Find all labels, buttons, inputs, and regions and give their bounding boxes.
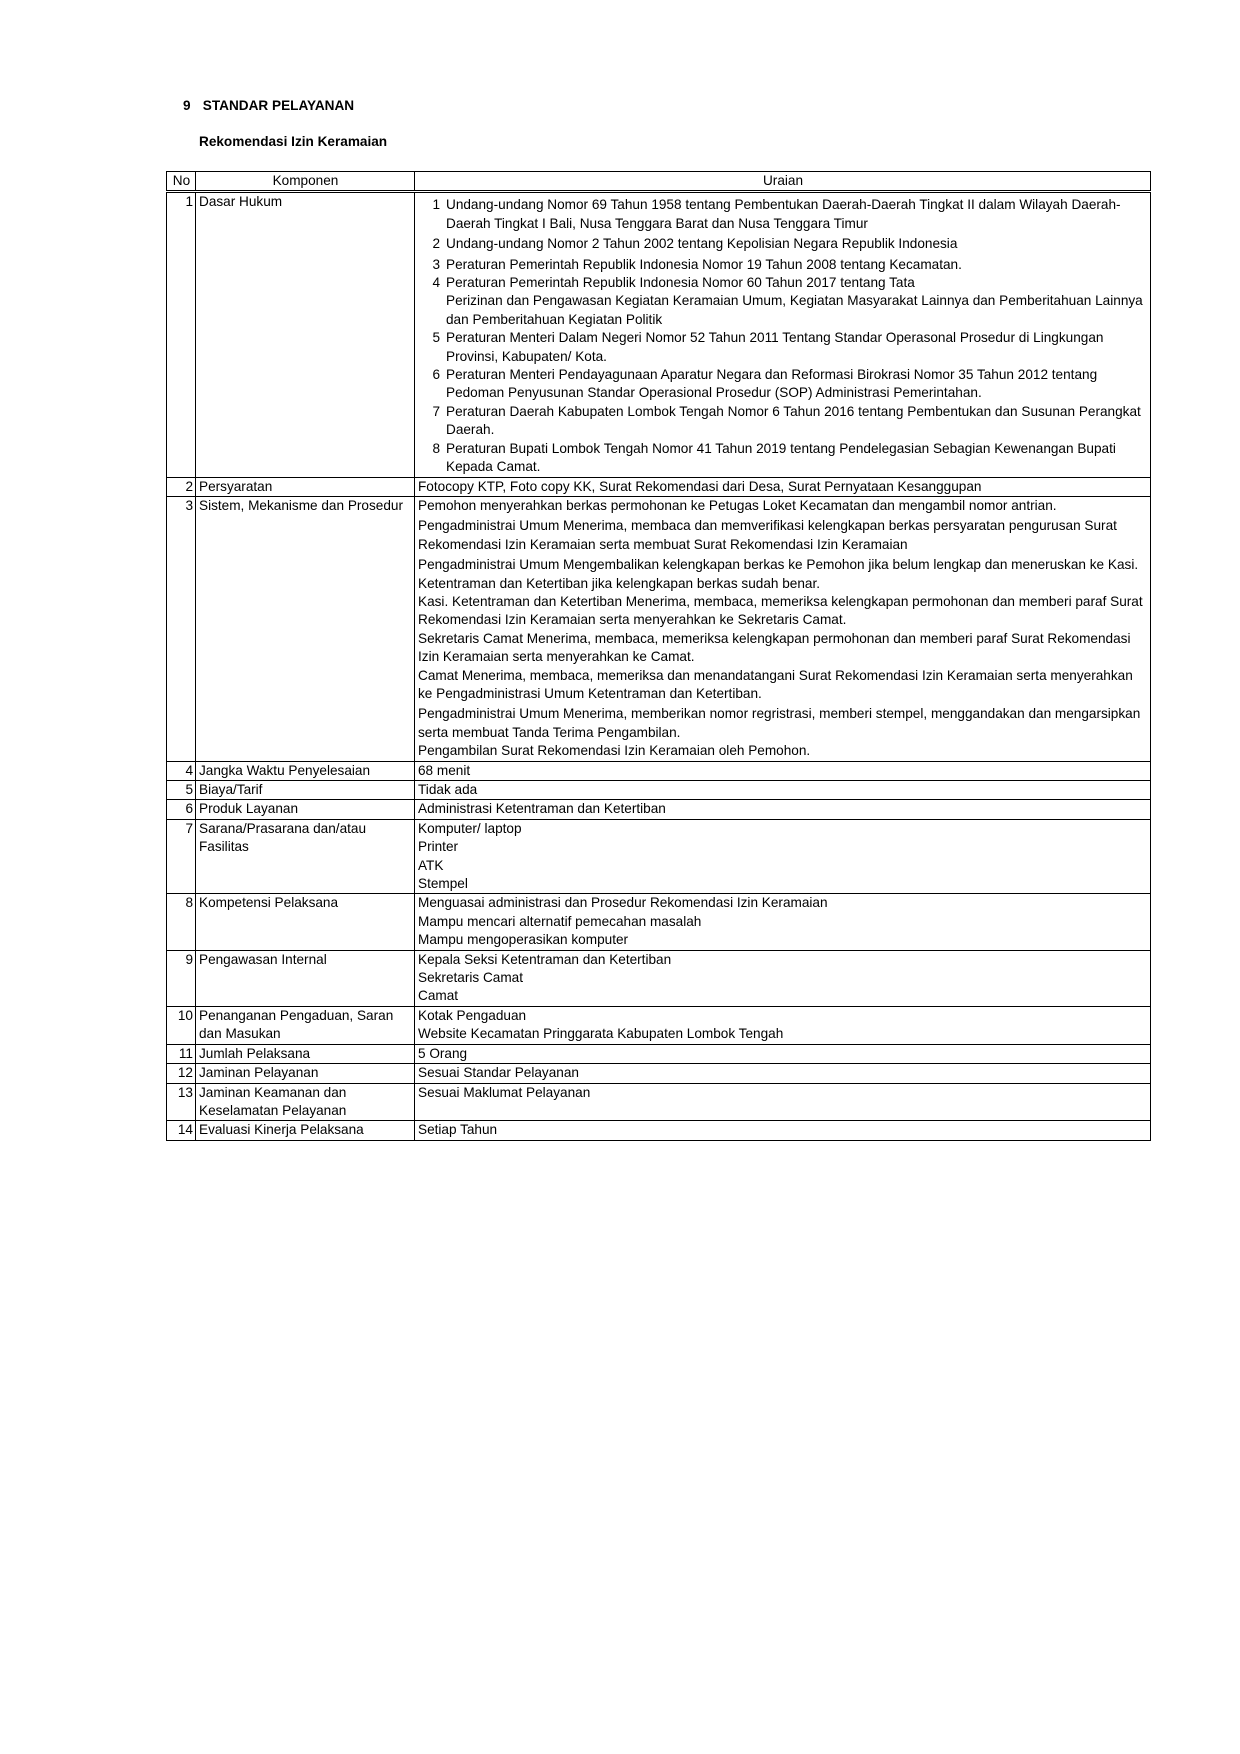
row-number: 6 [167,800,196,819]
table-header-row [167,172,1151,192]
uraian-line: Kotak Pengaduan [418,1007,527,1023]
row-komponen: Sistem, Mekanisme dan Prosedur [196,496,415,761]
row-uraian [415,950,1151,1006]
row-number: 7 [167,819,196,894]
law-text-continued: Perizinan dan Pengawasan Kegiatan Keramaian Umum, Kegiatan Masyarakat Lainnya dan Pemberitahuan Lainnya dan Pemberitahuan Kegiatan Politik [446,293,1143,327]
uraian-line: ATK [418,857,444,873]
procedure-step: Camat Menerima, membaca, memeriksa dan menandatangani Surat Rekomendasi Izin Keramaian serta menyerahkan ke Pengadministrasi Umum Ketentraman dan Ketertiban. [418,667,1133,701]
law-item [418,235,1148,253]
table-row [167,192,1151,477]
row-number: 3 [167,496,196,761]
row-number: 5 [167,781,196,800]
uraian-line: 68 menit [418,762,471,778]
uraian-line: Stempel [418,876,468,892]
section-heading [183,98,354,113]
row-uraian [415,1083,1151,1121]
row-number: 4 [167,761,196,780]
row-komponen: Evaluasi Kinerja Pelaksana [196,1121,415,1140]
row-uraian [415,894,1151,950]
header-komponen: Komponen [196,172,415,192]
row-uraian [415,496,1151,761]
uraian-line: Setiap Tahun [418,1122,498,1138]
table-row [167,1044,1151,1063]
law-text: Peraturan Menteri Pendayagunaan Aparatur Negara dan Reformasi Birokrasi Nomor 35 Tahun 2012 tentang Pedoman Penyusunan Standar Operasional Prosedur (SOP) Administrasi Pemerintahan. [446,367,1098,401]
row-uraian [415,819,1151,894]
row-uraian [415,1064,1151,1083]
procedure-step: Sekretaris Camat Menerima, membaca, memeriksa kelengkapan permohonan dan memberi paraf Surat Rekomendasi Izin Keramaian serta menyerahkan ke Camat. [418,630,1131,665]
table-row [167,800,1151,819]
row-komponen: Produk Layanan [196,800,415,819]
row-uraian [415,477,1151,496]
row-number: 9 [167,950,196,1006]
table-row [167,1121,1151,1140]
row-number: 2 [167,477,196,496]
law-item [418,403,1148,440]
procedure-step: Pengadministrai Umum Mengembalikan kelengkapan berkas ke Pemohon jika belum lengkap dan meneruskan ke Kasi. Ketentraman dan Ketertiban jika kelengkapan berkas sudah benar. [418,557,1139,591]
row-komponen: Dasar Hukum [196,192,415,477]
row-number: 1 [167,192,196,477]
law-text: Undang-undang Nomor 2 Tahun 2002 tentang Kepolisian Negara Republik Indonesia [446,236,958,252]
law-item [418,329,1148,366]
table-row [167,1006,1151,1044]
row-komponen: Sarana/Prasarana dan/atau Fasilitas [196,819,415,894]
law-text: Peraturan Menteri Dalam Negeri Nomor 52 Tahun 2011 Tentang Standar Operasonal Prosedur di Lingkungan Provinsi, Kabupaten/ Kota. [446,330,1104,364]
law-item [418,256,1148,274]
law-text: Peraturan Pemerintah Republik Indonesia Nomor 19 Tahun 2008 tentang Kecamatan. [446,256,962,272]
table-row [167,1064,1151,1083]
document-subtitle: Rekomendasi Izin Keramaian [199,134,388,149]
procedure-step: Pengambilan Surat Rekomendasi Izin Keramaian oleh Pemohon. [418,743,811,759]
law-text: Peraturan Bupati Lombok Tengah Nomor 41 Tahun 2019 tentang Pendelegasian Sebagian Kewenangan Bupati Kepada Camat. [446,440,1116,475]
row-uraian [415,800,1151,819]
table-row [167,894,1151,950]
row-uraian [415,1121,1151,1140]
table-row [167,819,1151,894]
law-item [418,274,1148,329]
uraian-line: Komputer/ laptop [418,820,522,836]
row-komponen: Jangka Waktu Penyelesaian [196,761,415,780]
uraian-line: Camat [418,988,459,1004]
table-row [167,781,1151,800]
header-uraian: Uraian [415,172,1151,192]
row-number: 11 [167,1044,196,1063]
row-uraian [415,1006,1151,1044]
section-title: STANDAR PELAYANAN [202,98,355,113]
row-number: 10 [167,1006,196,1044]
header-no: No [167,172,196,192]
uraian-line: Menguasai administrasi dan Prosedur Rekomendasi Izin Keramaian [418,895,828,911]
row-number: 12 [167,1064,196,1083]
row-komponen: Persyaratan [196,477,415,496]
uraian-line: Administrasi Ketentraman dan Ketertiban [418,801,666,817]
row-komponen: Jaminan Keamanan dan Keselamatan Pelayanan [196,1083,415,1121]
row-komponen: Penanganan Pengaduan, Saran dan Masukan [196,1006,415,1044]
law-number: 4 [432,275,440,291]
uraian-line: Sesuai Maklumat Pelayanan [418,1084,591,1100]
law-text: Peraturan Daerah Kabupaten Lombok Tengah Nomor 6 Tahun 2016 tentang Pembentukan dan Susunan Perangkat Daerah. [446,403,1141,438]
law-text: Undang-undang Nomor 69 Tahun 1958 tentang Pembentukan Daerah-Daerah Tingkat II dalam Wilayah Daerah-Daerah Tingkat I Bali, Nusa Tenggara Barat dan Nusa Tenggara Timur [446,197,1121,231]
uraian-line: Fotocopy KTP, Foto copy KK, Surat Rekomendasi dari Desa, Surat Pernyataan Kesanggupan [418,478,982,494]
law-text: Peraturan Pemerintah Republik Indonesia Nomor 60 Tahun 2017 tentang Tata [446,275,915,291]
section-number: 9 [183,98,191,113]
row-komponen: Jumlah Pelaksana [196,1044,415,1063]
uraian-line: Kepala Seksi Ketentraman dan Ketertiban [418,951,672,967]
procedure-step: Kasi. Ketentraman dan Ketertiban Menerima, membaca, memeriksa kelengkapan permohonan dan memberi paraf Surat Rekomendasi Izin Keramaian serta menyerahkan ke Sekretaris Camat. [418,593,1143,628]
procedure-step: Pemohon menyerahkan berkas permohonan ke Petugas Loket Kecamatan dan mengambil nomor antrian. [418,497,1057,513]
row-komponen: Jaminan Pelayanan [196,1064,415,1083]
uraian-line: Mampu mencari alternatif pemecahan masalah [418,913,702,929]
row-komponen: Kompetensi Pelaksana [196,894,415,950]
row-uraian [415,761,1151,780]
row-komponen: Pengawasan Internal [196,950,415,1006]
row-number: 13 [167,1083,196,1121]
law-item [418,196,1148,233]
table-row [167,761,1151,780]
table-row [167,950,1151,1006]
row-uraian [415,781,1151,800]
law-number: 8 [432,440,440,456]
uraian-line: Website Kecamatan Pringgarata Kabupaten Lombok Tengah [418,1026,784,1042]
table-row [167,1083,1151,1121]
law-item [418,366,1148,403]
service-standard-table [166,171,1151,1141]
law-number: 7 [432,403,440,419]
row-number: 14 [167,1121,196,1140]
uraian-line: Mampu mengoperasikan komputer [418,932,629,948]
uraian-line: Sekretaris Camat [418,970,524,986]
table-row [167,477,1151,496]
table-row [167,496,1151,761]
law-item [418,440,1148,477]
procedure-step: Pengadministrai Umum Menerima, membaca dan memverifikasi kelengkapan berkas persyaratan pengurusan Surat Rekomendasi Izin Keramaian serta membuat Surat Rekomendasi Izin Keramaian [418,518,1117,552]
law-number: 6 [432,367,440,383]
row-uraian [415,1044,1151,1063]
uraian-line: Sesuai Standar Pelayanan [418,1065,579,1081]
row-komponen: Biaya/Tarif [196,781,415,800]
row-number: 8 [167,894,196,950]
law-number: 2 [432,236,440,252]
uraian-line: 5 Orang [418,1045,468,1061]
law-number: 1 [432,197,440,213]
uraian-line: Tidak ada [418,782,478,797]
uraian-line: Printer [418,839,459,855]
law-number: 3 [432,256,440,272]
row-uraian [415,192,1151,477]
law-number: 5 [432,330,440,346]
procedure-step: Pengadministrai Umum Menerima, memberikan nomor regristrasi, memberi stempel, menggandakan dan mengarsipkan serta membuat Tanda Terima Pengambilan. [418,706,1141,740]
